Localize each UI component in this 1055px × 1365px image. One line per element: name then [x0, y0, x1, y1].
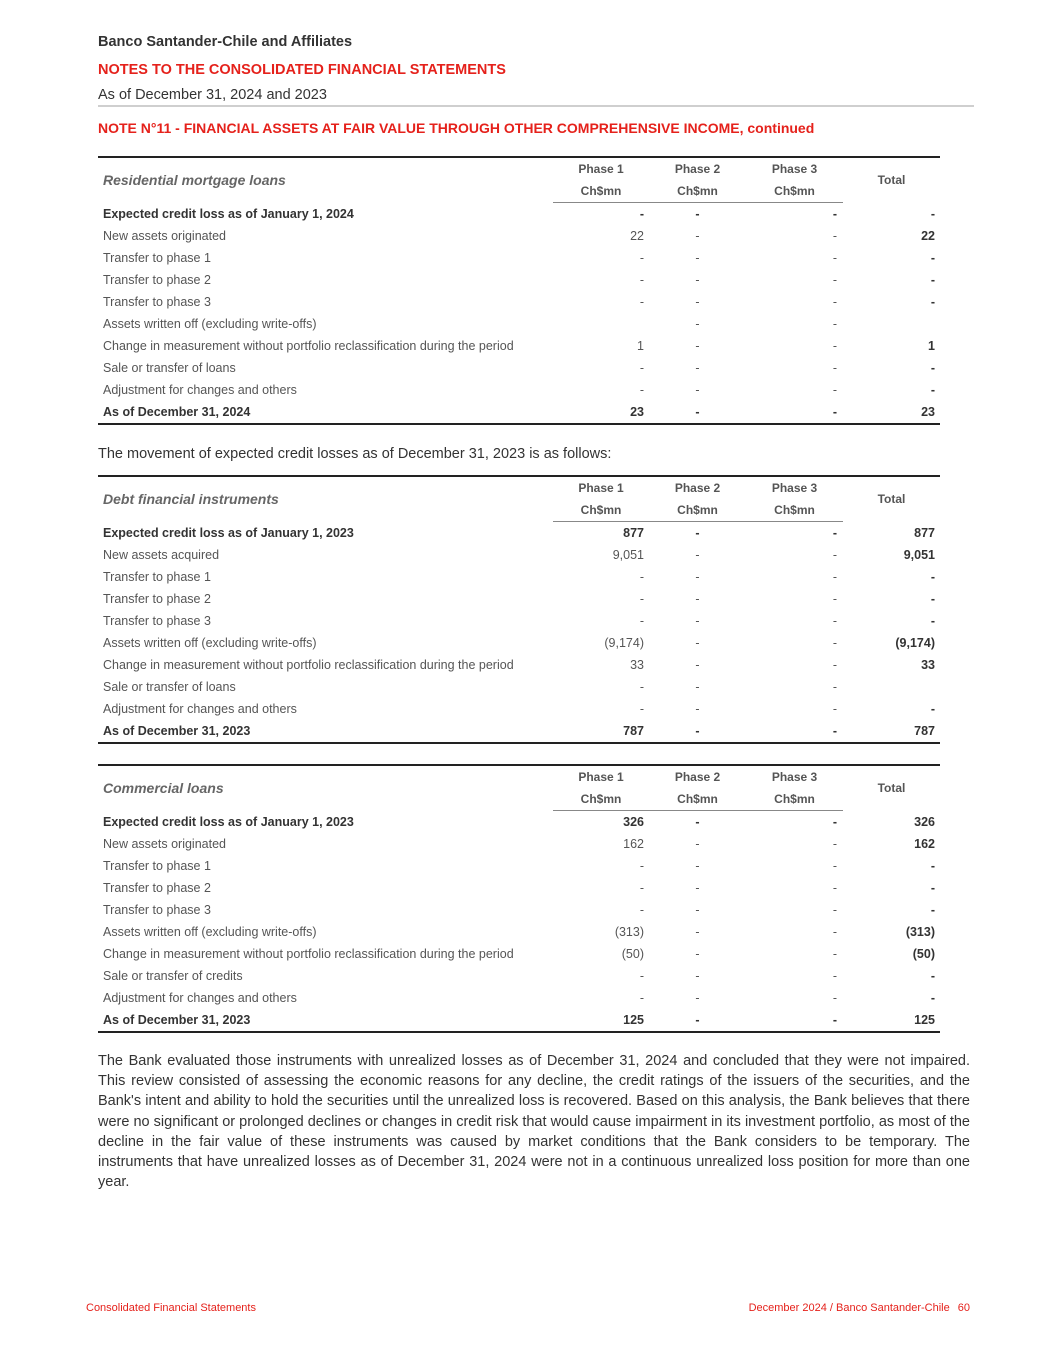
- header-divider: [98, 105, 974, 107]
- page-number: 60: [957, 1302, 970, 1314]
- phase3-value: -: [832, 925, 837, 939]
- total-value: (9,174): [895, 636, 935, 650]
- phase3-value: -: [832, 702, 837, 716]
- phase2-value: -: [695, 658, 700, 672]
- total-value: 877: [914, 525, 935, 540]
- total-value: 162: [914, 837, 935, 851]
- table-title: Residential mortgage loans: [98, 157, 553, 203]
- row-label: Change in measurement without portfolio reclassification during the period: [103, 339, 514, 353]
- table-row: [98, 1009, 940, 1032]
- phase1-value: 787: [553, 720, 649, 743]
- phase1-value: -: [639, 903, 644, 917]
- row-label: Assets written off (excluding write-offs): [103, 925, 317, 939]
- phase3-value: -: [832, 837, 837, 851]
- row-label: Transfer to phase 3: [103, 295, 211, 309]
- table-row: [98, 335, 940, 357]
- row-label: Sale or transfer of loans: [103, 361, 236, 375]
- phase1-value: -: [639, 859, 644, 873]
- row-label: Transfer to phase 2: [103, 592, 211, 606]
- phase2-header: Phase 2: [649, 476, 746, 499]
- phase1-header: Phase 1: [553, 476, 649, 499]
- row-label: Change in measurement without portfolio reclassification during the period: [103, 658, 514, 672]
- unit-header: Ch$mn: [746, 180, 843, 203]
- total-value: -: [930, 295, 935, 309]
- unit-header: Ch$mn: [746, 788, 843, 811]
- phase2-value: -: [695, 339, 700, 353]
- phase2-header: Phase 2: [649, 157, 746, 180]
- phase2-value: -: [649, 720, 746, 743]
- phase3-value: -: [746, 401, 843, 424]
- table-row: [98, 676, 940, 698]
- phase2-value: -: [695, 815, 700, 829]
- phase3-value: -: [832, 658, 837, 672]
- phase3-value: -: [832, 903, 837, 917]
- row-label: Assets written off (excluding write-offs): [103, 636, 317, 650]
- phase1-value: -: [639, 361, 644, 375]
- note-title: NOTE N°11 - FINANCIAL ASSETS AT FAIR VALUE THROUGH OTHER COMPREHENSIVE INCOME, continued: [98, 120, 815, 136]
- row-label: Transfer to phase 1: [103, 570, 211, 584]
- table-title: Commercial loans: [98, 765, 553, 811]
- intro-2023-text: The movement of expected credit losses as of December 31, 2023 is as follows:: [98, 446, 612, 462]
- residential-mortgage-loans-table: [98, 156, 940, 425]
- table-row: [98, 632, 940, 654]
- phase2-value: -: [695, 548, 700, 562]
- table-row: [98, 588, 940, 610]
- row-label: As of December 31, 2023: [98, 720, 553, 743]
- total-header: Total: [843, 765, 940, 811]
- phase2-value: -: [695, 903, 700, 917]
- row-label: Transfer to phase 1: [103, 251, 211, 265]
- phase2-value: -: [695, 837, 700, 851]
- total-value: -: [930, 361, 935, 375]
- phase1-value: (9,174): [604, 636, 644, 650]
- phase3-value: -: [832, 680, 837, 694]
- phase1-value: -: [639, 702, 644, 716]
- phase2-value: -: [695, 251, 700, 265]
- phase3-value: -: [832, 881, 837, 895]
- phase1-value: -: [639, 969, 644, 983]
- row-label: Adjustment for changes and others: [103, 702, 297, 716]
- phase1-value: -: [639, 383, 644, 397]
- phase3-value: -: [832, 339, 837, 353]
- table-row: [98, 379, 940, 401]
- phase3-value: -: [746, 1009, 843, 1032]
- phase1-value: 326: [623, 815, 644, 829]
- unit-header: Ch$mn: [746, 499, 843, 522]
- unit-header: Ch$mn: [553, 180, 649, 203]
- phase3-value: -: [832, 548, 837, 562]
- phase2-value: -: [695, 991, 700, 1005]
- phase2-value: -: [695, 859, 700, 873]
- phase1-value: -: [639, 251, 644, 265]
- total-header: Total: [843, 157, 940, 203]
- row-label: Transfer to phase 2: [103, 273, 211, 287]
- phase1-value: -: [639, 881, 644, 895]
- phase3-value: -: [832, 295, 837, 309]
- total-value: -: [930, 903, 935, 917]
- total-value: [843, 676, 940, 698]
- total-value: (50): [912, 947, 935, 961]
- table-row: [98, 401, 940, 424]
- phase3-value: -: [832, 251, 837, 265]
- phase1-value: -: [639, 614, 644, 628]
- phase2-header: Phase 2: [649, 765, 746, 788]
- row-label: Expected credit loss as of January 1, 2024: [103, 206, 354, 221]
- footer-left: Consolidated Financial Statements: [86, 1302, 256, 1314]
- row-label: Adjustment for changes and others: [103, 991, 297, 1005]
- phase3-header: Phase 3: [746, 765, 843, 788]
- phase3-value: -: [832, 815, 837, 829]
- total-value: 33: [921, 658, 935, 672]
- table-title: Debt financial instruments: [98, 476, 553, 522]
- company-name: Banco Santander-Chile and Affiliates: [98, 34, 353, 50]
- footer-right: [749, 1302, 970, 1314]
- phase2-value: -: [649, 1009, 746, 1032]
- row-label: New assets originated: [103, 229, 226, 243]
- phase2-value: -: [695, 295, 700, 309]
- notes-title: NOTES TO THE CONSOLIDATED FINANCIAL STATEMENTS: [98, 62, 506, 78]
- phase3-value: -: [832, 207, 837, 221]
- phase2-value: -: [695, 925, 700, 939]
- phase1-value: 1: [637, 339, 644, 353]
- phase3-value: -: [832, 636, 837, 650]
- total-value: 9,051: [903, 548, 935, 562]
- table-row: [98, 203, 940, 226]
- table-row: [98, 833, 940, 855]
- total-value: -: [930, 991, 935, 1005]
- phase1-value: 33: [630, 658, 644, 672]
- row-label: Adjustment for changes and others: [103, 383, 297, 397]
- total-value: [843, 313, 940, 335]
- total-value: -: [930, 614, 935, 628]
- total-value: 1: [928, 339, 935, 353]
- phase1-header: Phase 1: [553, 157, 649, 180]
- table-row: [98, 247, 940, 269]
- phase2-value: -: [695, 636, 700, 650]
- phase2-value: -: [695, 969, 700, 983]
- phase1-value: 22: [630, 229, 644, 243]
- as-of-date: As of December 31, 2024 and 2023: [98, 87, 327, 103]
- phase2-value: -: [695, 229, 700, 243]
- phase2-value: -: [695, 592, 700, 606]
- table-row: [98, 357, 940, 379]
- phase3-header: Phase 3: [746, 157, 843, 180]
- total-value: 125: [843, 1009, 940, 1032]
- table-row: [98, 877, 940, 899]
- phase1-value: -: [639, 295, 644, 309]
- phase3-value: -: [832, 991, 837, 1005]
- row-label: As of December 31, 2023: [98, 1009, 553, 1032]
- phase1-value: -: [639, 592, 644, 606]
- phase1-value: (313): [614, 925, 644, 939]
- total-value: -: [930, 969, 935, 983]
- footer-publication: December 2024 / Banco Santander-Chile: [748, 1302, 950, 1314]
- phase3-value: -: [832, 570, 837, 584]
- table-row: [98, 566, 940, 588]
- phase1-value: [553, 313, 649, 335]
- phase1-value: 162: [623, 837, 644, 851]
- table-row: [98, 720, 940, 743]
- unit-header: Ch$mn: [649, 180, 746, 203]
- phase1-value: 9,051: [612, 548, 644, 562]
- table-row: [98, 291, 940, 313]
- phase3-value: -: [832, 273, 837, 287]
- table-row: [98, 225, 940, 247]
- phase1-value: -: [639, 680, 644, 694]
- table-row: [98, 610, 940, 632]
- phase2-value: -: [695, 881, 700, 895]
- phase1-header: Phase 1: [553, 765, 649, 788]
- row-label: New assets acquired: [103, 548, 220, 562]
- phase2-value: -: [649, 401, 746, 424]
- unit-header: Ch$mn: [649, 788, 746, 811]
- total-value: -: [930, 251, 935, 265]
- phase3-value: -: [832, 361, 837, 375]
- phase1-value: 877: [623, 526, 644, 540]
- total-value: 22: [921, 229, 935, 243]
- phase2-value: -: [695, 317, 700, 331]
- row-label: Sale or transfer of loans: [103, 680, 236, 694]
- phase3-value: -: [832, 592, 837, 606]
- closing-paragraph: The Bank evaluated those instruments with unrealized losses as of December 31, 2024 and concluded that they were not impaired. This review consisted of assessing the economic reasons for any decline, the credit ratings of the issuers of the securities, and the Bank's intent and ability to hold the securities until the unrealized loss is recovered. Based on this analysis, the Bank believes that there were no significant or prolonged declines or changes in credit risk that would cause impairment in its investment portfolio, as most of the decline in the fair value of these instruments was caused by market conditions that the Bank considers to be temporary. The instruments that have unrealized losses as of December 31, 2024 were not in a continuous unrealized loss position for more than one year.: [98, 1053, 970, 1191]
- total-value: -: [930, 702, 935, 716]
- total-value: 787: [843, 720, 940, 743]
- phase2-value: -: [695, 526, 700, 540]
- total-value: 23: [843, 401, 940, 424]
- table-row: [98, 269, 940, 291]
- table-row: [98, 855, 940, 877]
- phase3-value: -: [746, 720, 843, 743]
- phase2-value: -: [695, 383, 700, 397]
- table-row: [98, 654, 940, 676]
- phase2-value: -: [695, 361, 700, 375]
- total-value: (313): [905, 925, 935, 939]
- row-label: New assets originated: [103, 837, 226, 851]
- phase1-value: (50): [621, 947, 644, 961]
- row-label: Transfer to phase 1: [103, 859, 211, 873]
- total-value: -: [930, 859, 935, 873]
- total-value: -: [930, 570, 935, 584]
- phase3-value: -: [832, 969, 837, 983]
- phase3-value: -: [832, 383, 837, 397]
- phase2-value: -: [695, 702, 700, 716]
- table-row: [98, 987, 940, 1009]
- phase2-value: -: [695, 680, 700, 694]
- row-label: Sale or transfer of credits: [103, 969, 243, 983]
- table-row: [98, 965, 940, 987]
- total-header: Total: [843, 476, 940, 522]
- commercial-loans-table: [98, 764, 940, 1033]
- row-label: Transfer to phase 2: [103, 881, 211, 895]
- phase2-value: -: [695, 273, 700, 287]
- phase1-value: 125: [553, 1009, 649, 1032]
- row-label: Transfer to phase 3: [103, 614, 211, 628]
- total-value: -: [930, 206, 935, 221]
- total-value: -: [930, 383, 935, 397]
- phase3-value: -: [832, 859, 837, 873]
- phase3-value: -: [832, 229, 837, 243]
- table-row: [98, 698, 940, 720]
- row-label: Assets written off (excluding write-offs): [103, 317, 317, 331]
- phase1-value: -: [639, 207, 644, 221]
- table-row: [98, 899, 940, 921]
- total-value: 326: [914, 814, 935, 829]
- total-value: -: [930, 881, 935, 895]
- phase3-header: Phase 3: [746, 476, 843, 499]
- table-row: [98, 943, 940, 965]
- table-row: [98, 544, 940, 566]
- total-value: -: [930, 273, 935, 287]
- total-value: -: [930, 592, 935, 606]
- phase2-value: -: [695, 947, 700, 961]
- phase3-value: -: [832, 526, 837, 540]
- row-label: Transfer to phase 3: [103, 903, 211, 917]
- unit-header: Ch$mn: [553, 499, 649, 522]
- phase2-value: -: [695, 614, 700, 628]
- phase1-value: 23: [553, 401, 649, 424]
- row-label: Change in measurement without portfolio reclassification during the period: [103, 947, 514, 961]
- phase3-value: -: [832, 614, 837, 628]
- phase1-value: -: [639, 991, 644, 1005]
- phase2-value: -: [695, 207, 700, 221]
- debt-financial-instruments-table: [98, 475, 940, 744]
- phase3-value: -: [832, 947, 837, 961]
- unit-header: Ch$mn: [649, 499, 746, 522]
- table-row: [98, 313, 940, 335]
- table-row: [98, 522, 940, 545]
- row-label: Expected credit loss as of January 1, 2023: [103, 525, 354, 540]
- phase1-value: -: [639, 273, 644, 287]
- phase2-value: -: [695, 570, 700, 584]
- phase3-value: -: [832, 317, 837, 331]
- table-row: [98, 811, 940, 834]
- unit-header: Ch$mn: [553, 788, 649, 811]
- phase1-value: -: [639, 570, 644, 584]
- row-label: Expected credit loss as of January 1, 2023: [103, 814, 354, 829]
- table-row: [98, 921, 940, 943]
- row-label: As of December 31, 2024: [98, 401, 553, 424]
